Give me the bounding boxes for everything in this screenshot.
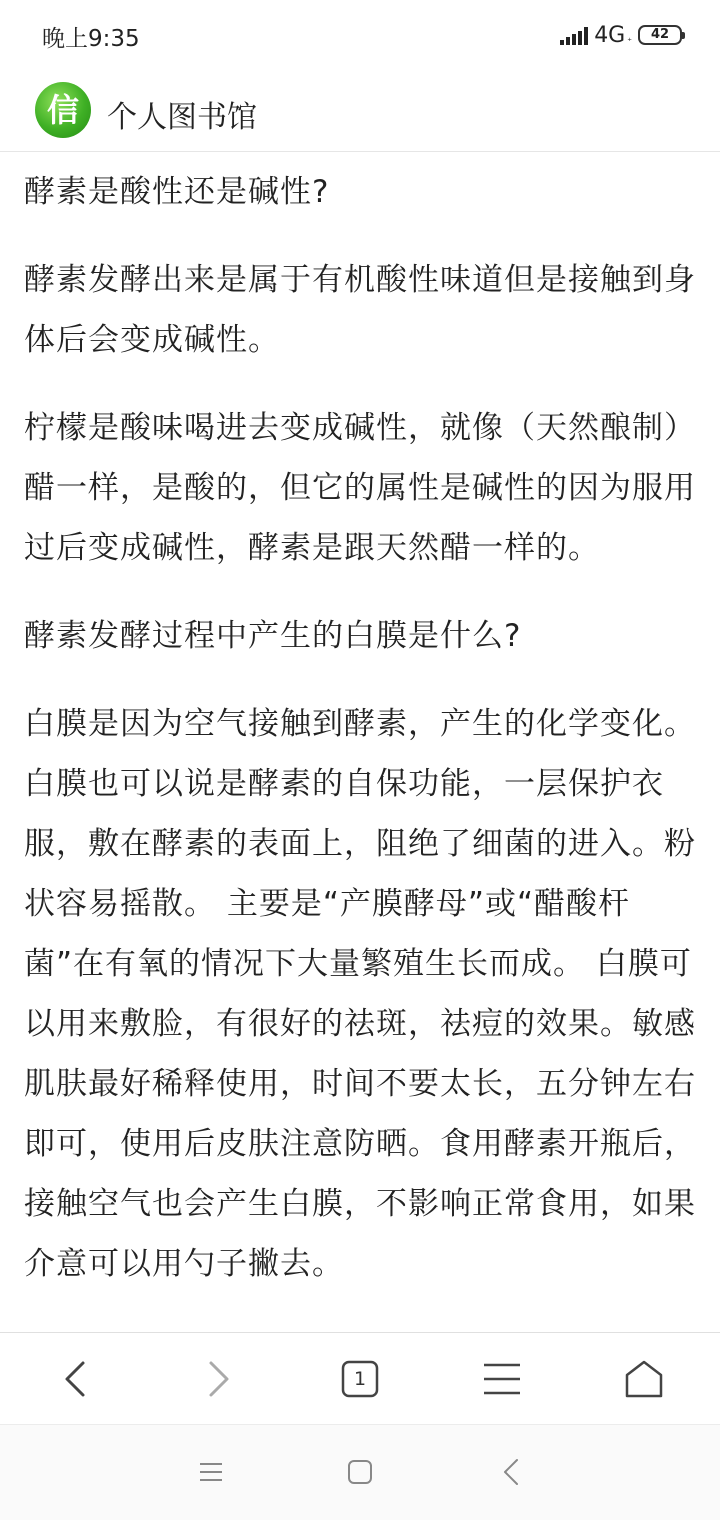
system-nav-bar (0, 1424, 720, 1520)
app-title[interactable]: 个人图书馆 (107, 100, 257, 135)
status-bar (0, 0, 720, 72)
browser-toolbar (0, 1332, 720, 1424)
back-arrow-icon (61, 1359, 91, 1399)
app-header (0, 72, 720, 152)
signal-strength-icon (560, 25, 588, 45)
menu-icon (482, 1361, 522, 1397)
app-logo[interactable] (35, 82, 91, 138)
battery-level: 42 (650, 27, 670, 42)
back-triangle-icon (501, 1458, 521, 1486)
status-indicators (560, 20, 682, 50)
article-paragraph: 酵素发酵出来是属于有机酸性味道但是接触到身体后会变成碱性。 (24, 262, 696, 358)
article-content[interactable] (24, 162, 700, 1332)
article-paragraph: 柠檬是酸味喝进去变成碱性，就像（天然酿制）醋一样，是酸的，但它的属性是碱性的因为服用过后变成碱性，酵素是跟天然醋一样的。 (24, 410, 696, 566)
system-home-button[interactable] (343, 1455, 377, 1489)
article-paragraph: 酵素发酵过程中产生的白膜是什么? (24, 618, 522, 654)
battery-icon (638, 25, 682, 45)
tab-count: 1 (353, 1368, 367, 1390)
back-button[interactable] (52, 1355, 100, 1403)
network-activity-icon: ⁺ (627, 37, 632, 47)
menu-button[interactable] (478, 1355, 526, 1403)
home-square-icon (347, 1459, 373, 1485)
home-icon (624, 1359, 664, 1399)
recent-apps-button[interactable] (194, 1455, 228, 1489)
tabs-button[interactable] (336, 1355, 384, 1403)
forward-button[interactable] (194, 1355, 242, 1403)
status-time: 晚上9:35 (42, 26, 140, 52)
network-type: 4G (594, 22, 626, 48)
article-paragraph: 酵素是酸性还是碱性? (24, 174, 330, 210)
system-back-button[interactable] (494, 1455, 528, 1489)
home-button[interactable] (620, 1355, 668, 1403)
recent-apps-icon (198, 1461, 224, 1483)
app-logo-glyph: 信 (46, 91, 79, 129)
article-paragraph: 白膜是因为空气接触到酵素，产生的化学变化。白膜也可以说是酵素的自保功能，一层保护衣服，敷在酵素的表面上，阻绝了细菌的进入。粉状容易摇散。 主要是“产膜酵母”或“醋酸杆菌”在有氧的情况下大量繁殖生长而成。 白膜可以用来敷脸，有很好的祛斑，祛痘的效果。敏感肌肤最好稀释使用，时间不要太长，五分钟左右即可，使用后皮肤注意防晒。食用酵素开瓶后，接触空气也会产生白膜，不影响正常食用，如果介意可以用勺子撇去。 (24, 706, 696, 1282)
forward-arrow-icon (203, 1359, 233, 1399)
